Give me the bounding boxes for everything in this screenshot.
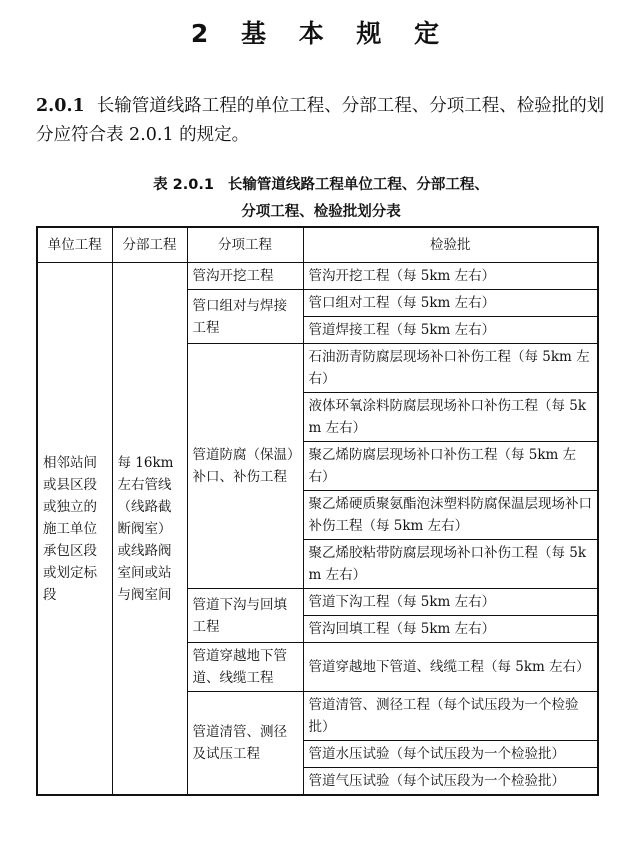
table-header-row	[37, 227, 598, 263]
division-cell: 每 16km 左右管线（线路截断阀室）或线路阀室间或站与阀室间	[112, 263, 187, 796]
chapter-title: 基 本 规 定	[241, 19, 452, 48]
batch-cell: 管道焊接工程（每 5km 左右）	[303, 317, 598, 344]
table-number: 表 2.0.1	[153, 177, 214, 193]
subitem-cell: 管道防腐（保温）补口、补伤工程	[187, 344, 303, 589]
batch-cell: 聚乙烯胶粘带防腐层现场补口补伤工程（每 5km 左右）	[303, 540, 598, 589]
batch-cell: 管道水压试验（每个试压段为一个检验批）	[303, 741, 598, 768]
table-caption-text1: 长输管道线路工程单位工程、分部工程、	[227, 177, 489, 193]
table-caption	[0, 172, 642, 226]
subitem-cell: 管道穿越地下管道、线缆工程	[187, 643, 303, 692]
batch-cell: 管道气压试验（每个试压段为一个检验批）	[303, 768, 598, 796]
batch-cell: 管道下沟工程（每 5km 左右）	[303, 589, 598, 616]
subitem-cell: 管道清管、测径及试压工程	[187, 692, 303, 796]
chapter-heading	[0, 14, 642, 50]
batch-cell: 石油沥青防腐层现场补口补伤工程（每 5km 左右）	[303, 344, 598, 393]
division-table	[36, 226, 599, 796]
table-caption-line1	[0, 172, 642, 199]
batch-cell: 聚乙烯防腐层现场补口补伤工程（每 5km 左右）	[303, 442, 598, 491]
batch-cell: 管道清管、测径工程（每个试压段为一个检验批）	[303, 692, 598, 741]
clause-paragraph	[36, 92, 614, 150]
table-caption-line2: 分项工程、检验批划分表	[241, 204, 401, 220]
clause-number: 2.0.1	[36, 96, 85, 116]
clause-text: 长输管道线路工程的单位工程、分部工程、分项工程、检验批的划分应符合表 2.0.1 的规定。	[36, 96, 605, 145]
unit-project-cell: 相邻站间或县区段或独立的施工单位承包区段或划定标段	[37, 263, 112, 796]
chapter-number: 2	[190, 19, 221, 48]
batch-cell: 聚乙烯硬质聚氨酯泡沫塑料防腐保温层现场补口补伤工程（每 5km 左右）	[303, 491, 598, 540]
subitem-cell: 管道下沟与回填工程	[187, 589, 303, 643]
batch-cell: 管道穿越地下管道、线缆工程（每 5km 左右）	[303, 643, 598, 692]
header-cell: 分项工程	[187, 227, 303, 263]
batch-cell: 管沟开挖工程（每 5km 左右）	[303, 263, 598, 290]
batch-cell: 液体环氧涂料防腐层现场补口补伤工程（每 5km 左右）	[303, 393, 598, 442]
table-row	[37, 263, 598, 290]
header-cell: 检验批	[303, 227, 598, 263]
subitem-cell: 管口组对与焊接工程	[187, 290, 303, 344]
subitem-cell: 管沟开挖工程	[187, 263, 303, 290]
batch-cell: 管沟回填工程（每 5km 左右）	[303, 616, 598, 643]
batch-cell: 管口组对工程（每 5km 左右）	[303, 290, 598, 317]
header-cell: 分部工程	[112, 227, 187, 263]
header-cell: 单位工程	[37, 227, 112, 263]
